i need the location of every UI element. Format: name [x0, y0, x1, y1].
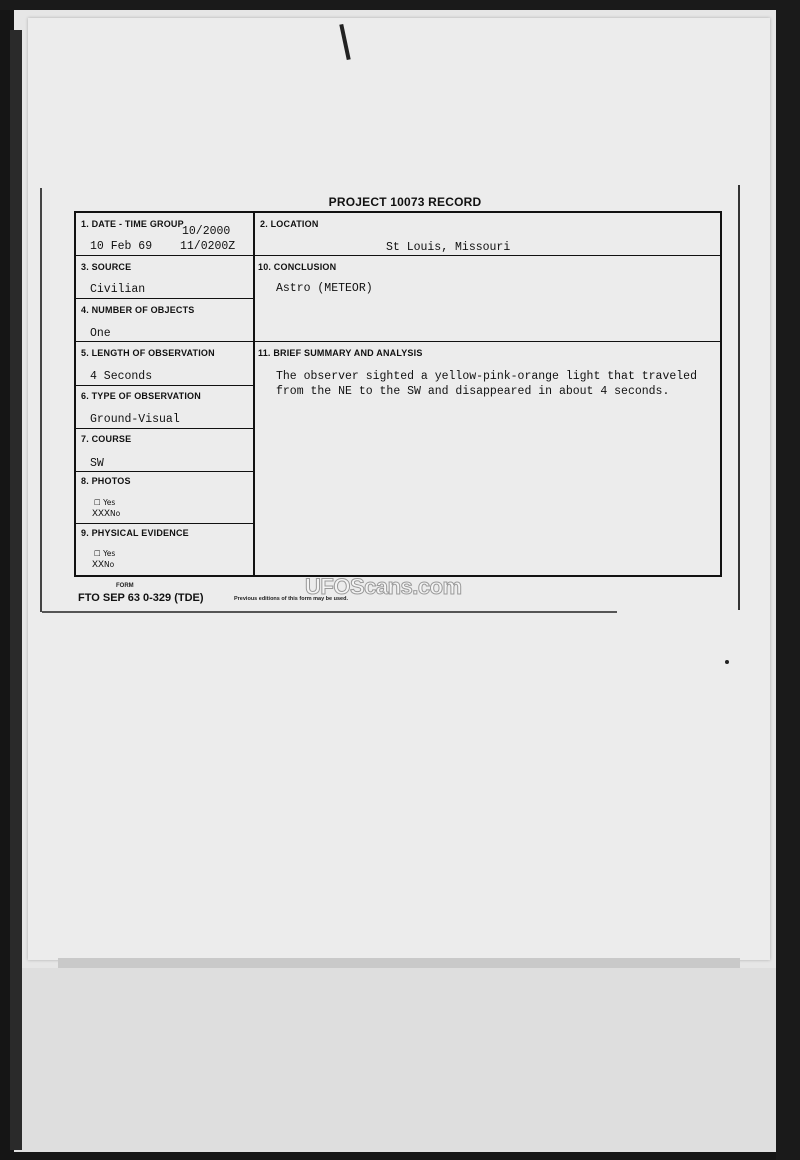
- photos-no-label: No: [110, 509, 121, 518]
- checkbox-icon: ☐: [94, 549, 101, 558]
- photos-yes-option: [94, 498, 115, 507]
- date-time-label: 1. DATE - TIME GROUP: [81, 219, 184, 229]
- physical-no-mark: XX: [92, 560, 105, 571]
- physical-no-option: [92, 560, 114, 571]
- conclusion-value: Astro (METEOR): [276, 282, 373, 295]
- row-divider: [76, 298, 253, 299]
- length-value: 4 Seconds: [90, 370, 153, 383]
- form-title: PROJECT 10073 RECORD: [328, 195, 482, 209]
- course-value: SW: [90, 457, 104, 470]
- summary-line-2: from the NE to the SW and disappeared in about 4 seconds.: [276, 385, 670, 398]
- row-divider: [76, 255, 720, 256]
- form-word: FORM: [116, 583, 134, 589]
- summary-line-1: The observer sighted a yellow-pink-orange light that traveled: [276, 370, 697, 383]
- previous-editions-note: Previous editions of this form may be used.: [234, 596, 348, 602]
- summary-label: 11. BRIEF SUMMARY AND ANALYSIS: [258, 348, 423, 358]
- row-divider: [76, 341, 720, 342]
- course-label: 7. COURSE: [81, 434, 132, 444]
- row-divider: [76, 523, 253, 524]
- form-code: FTO SEP 63 0-329 (TDE): [78, 592, 204, 604]
- scan-border-top: [0, 0, 800, 10]
- column-divider: [253, 213, 255, 575]
- photos-label: 8. PHOTOS: [81, 476, 131, 486]
- card-edge-left: [40, 188, 42, 612]
- summary-text: [276, 369, 724, 399]
- scan-border-right: [776, 0, 800, 1160]
- conclusion-label: 10. CONCLUSION: [258, 262, 337, 272]
- card-edge-right: [738, 185, 740, 610]
- photos-no-mark: XXX: [92, 509, 111, 520]
- source-value: Civilian: [90, 283, 146, 296]
- physical-yes-option: [94, 549, 115, 558]
- row-divider: [76, 428, 253, 429]
- objects-label: 4. NUMBER OF OBJECTS: [81, 305, 195, 315]
- scan-border-left: [10, 30, 22, 1150]
- checkbox-icon: ☐: [94, 498, 101, 507]
- lower-page-area: [14, 968, 786, 1152]
- date-value: 10 Feb 69: [90, 240, 153, 253]
- record-form: [74, 211, 722, 577]
- location-label: 2. LOCATION: [260, 219, 319, 229]
- source-label: 3. SOURCE: [81, 262, 132, 272]
- scan-speck: [725, 660, 729, 664]
- watermark: UFOScans.com: [305, 574, 462, 599]
- length-label: 5. LENGTH OF OBSERVATION: [81, 348, 215, 358]
- objects-value: One: [90, 327, 111, 340]
- physical-no-label: No: [104, 560, 115, 569]
- type-label: 6. TYPE OF OBSERVATION: [81, 391, 201, 401]
- physical-yes-label: Yes: [103, 549, 116, 558]
- location-value: St Louis, Missouri: [386, 241, 511, 254]
- physical-evidence-label: 9. PHYSICAL EVIDENCE: [81, 528, 189, 538]
- card-edge-bottom: [42, 611, 617, 613]
- photos-yes-label: Yes: [103, 498, 116, 507]
- row-divider: [76, 385, 253, 386]
- photos-no-option: [92, 509, 120, 520]
- row-divider: [76, 471, 253, 472]
- zulu-time-value: 11/0200Z: [180, 240, 236, 253]
- type-value: Ground-Visual: [90, 413, 180, 426]
- local-time-value: 10/2000: [182, 225, 231, 238]
